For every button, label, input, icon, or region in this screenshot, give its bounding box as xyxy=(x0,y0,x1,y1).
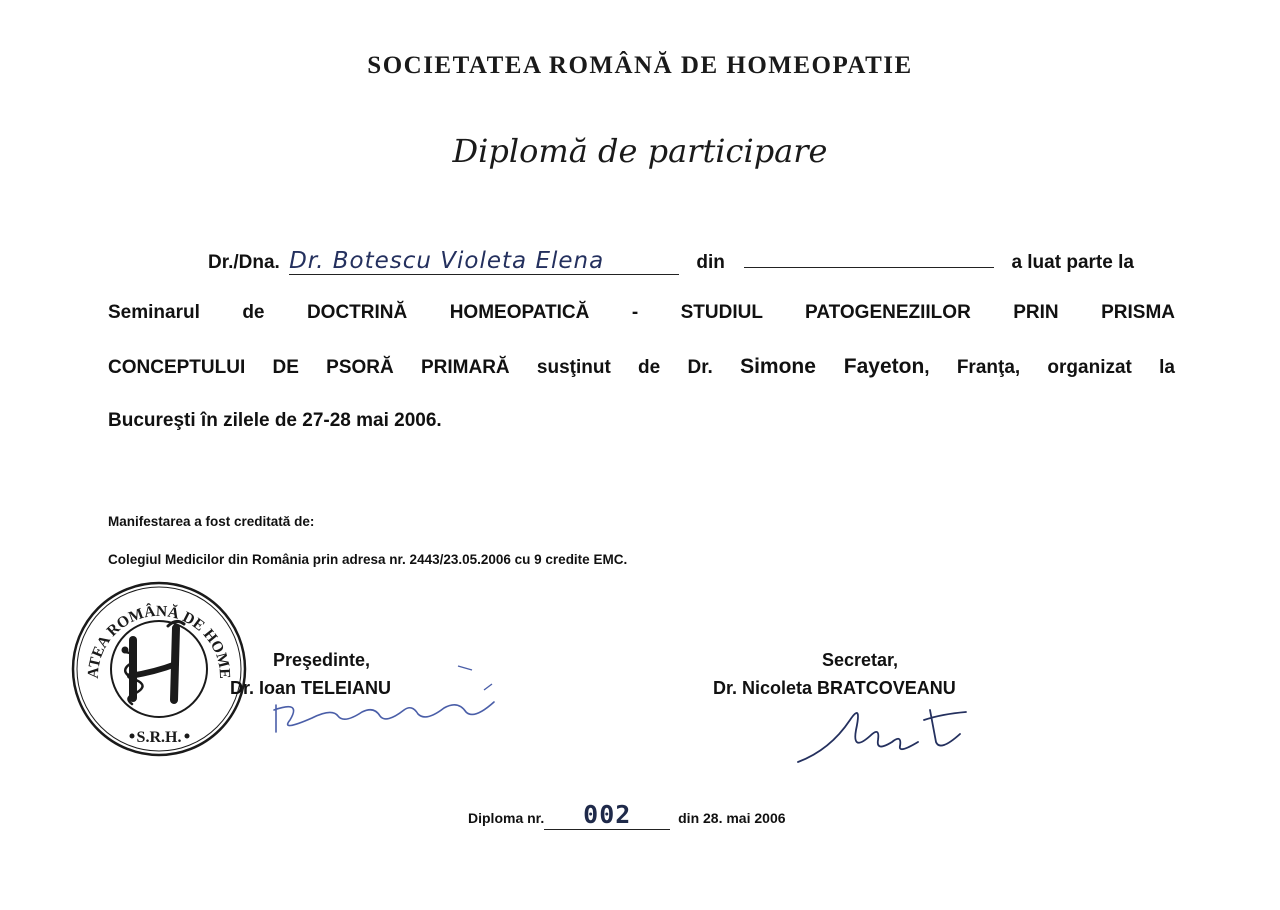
seal-emblem-icon xyxy=(122,621,184,704)
accreditation-heading: Manifestarea a fost creditată de: xyxy=(108,514,315,529)
city-field xyxy=(744,249,994,268)
diploma-number-line xyxy=(468,800,786,830)
participant-line xyxy=(208,248,1134,275)
seal-graphic xyxy=(70,580,248,758)
secretary-role: Secretar, xyxy=(822,650,899,670)
diploma-date: din 28. mai 2006 xyxy=(678,810,786,826)
seminar-line-2-start: CONCEPTULUI DE PSORĂ PRIMARĂ susţinut de Dr. xyxy=(108,357,713,378)
seminar-line-1: Seminarul de DOCTRINĂ HOMEOPATICĂ - STUDIUL PATOGENEZIILOR PRIN PRISMA xyxy=(108,302,1175,323)
seal-top-text: ATEA ROMÂNĂ DE HOME xyxy=(84,602,234,680)
participant-name-field xyxy=(289,248,679,275)
president-role: Preşedinte, xyxy=(273,650,371,670)
society-seal xyxy=(70,580,248,758)
diploma-number-label: Diploma nr. xyxy=(468,810,545,826)
participant-prefix: Dr./Dna. xyxy=(208,252,280,273)
diploma-title: Diplomă de participare xyxy=(452,132,828,170)
participant-suffix: a luat parte la xyxy=(1011,252,1134,273)
president-name: Dr. Ioan TELEIANU xyxy=(230,678,392,698)
diploma-number-field xyxy=(544,800,670,830)
participant-name-handwritten: Dr. Botescu Violeta Elena xyxy=(289,248,605,274)
seminar-line-3: Bucureşti în zilele de 27-28 mai 2006. xyxy=(108,410,442,431)
accreditation-text: Colegiul Medicilor din România prin adresa nr. 2443/23.05.2006 cu 9 credite EMC. xyxy=(108,552,628,567)
lecturer-name: Simone Fayeton xyxy=(740,355,925,378)
diploma-number-value: 002 xyxy=(583,800,632,829)
seal-bottom-text: S.R.H. xyxy=(136,729,182,746)
president-signature xyxy=(262,660,512,745)
seminar-line-2 xyxy=(108,355,1175,379)
organization-name: SOCIETATEA ROMÂNĂ DE HOMEOPATIE xyxy=(367,52,913,79)
din-label: din xyxy=(696,252,725,273)
secretary-name: Dr. Nicoleta BRATCOVEANU xyxy=(713,678,956,698)
secretary-signature xyxy=(790,690,990,775)
seminar-line-2-end: , Franţa, organizat la xyxy=(924,357,1175,378)
